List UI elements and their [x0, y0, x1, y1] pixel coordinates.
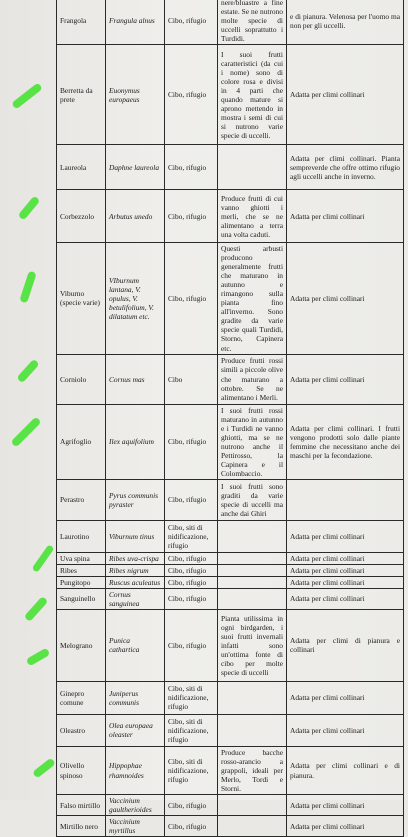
plant-common-name: Perastro [57, 479, 106, 520]
plant-latin-name: Hippophae rhamnoides [106, 746, 165, 794]
plant-description [218, 795, 287, 816]
plant-common-name: Berretta da prete [57, 45, 106, 145]
plant-latin-name: Vaccinium gaultherioides [106, 795, 165, 816]
plant-use: Cibo, rifugio [165, 609, 218, 681]
plant-description: Produce frutti rossi simili a piccole olive che maturano a ottobre. Se ne alimentano i Merli. [218, 354, 287, 404]
table-row [57, 552, 404, 564]
plant-description: I suoi frutti sono graditi da varie specie di uccelli ma anche dai Ghiri [218, 479, 287, 520]
table-row [57, 609, 404, 681]
plant-climate-note [287, 479, 404, 520]
plant-latin-name: Cornus sanguinea [106, 588, 165, 609]
table-row [57, 588, 404, 609]
plant-description [218, 564, 287, 576]
plant-description [218, 714, 287, 746]
plant-climate-note: e di pianura. Velenosa per l'uomo ma non per gli uccelli. [287, 0, 404, 45]
plant-use: Cibo, rifugio [165, 552, 218, 564]
plant-latin-name: Daphne laureola [106, 145, 165, 190]
table-row [57, 795, 404, 816]
plant-description [218, 681, 287, 714]
plant-table-body [57, 0, 404, 837]
plant-common-name: Corbezzolo [57, 190, 106, 243]
plant-latin-name: Ilex aquifolium [106, 404, 165, 479]
plant-use: Cibo, rifugio [165, 243, 218, 354]
table-row [57, 564, 404, 576]
plant-climate-note: Adatta per climi collinari [287, 45, 404, 145]
plant-description: Produce bacche rosso-arancio a grappoli, ideali per Merlo, Tordi e Storni. [218, 746, 287, 794]
table-row [57, 714, 404, 746]
plant-common-name: Pungitopo [57, 576, 106, 588]
plant-latin-name: Frangula alnus [106, 0, 165, 45]
table-row [57, 243, 404, 354]
plant-common-name: Ginepro comune [57, 681, 106, 714]
green-marker-stroke [26, 648, 51, 667]
green-marker-stroke [24, 596, 49, 622]
plant-use: Cibo, siti di nidificazione, rifugio [165, 520, 218, 552]
plant-common-name: Oleastro [57, 714, 106, 746]
plant-use: Cibo, rifugio [165, 190, 218, 243]
plant-use: Cibo, rifugio [165, 588, 218, 609]
green-marker-stroke [10, 416, 41, 447]
plant-latin-name: Euonymus europaeus [106, 45, 165, 145]
plant-description: I suoi frutti caratteristici (da cui i nome) sono di colore rosa e divisi in 4 parti che quando mature si aprono mettendo in mostra i semi di cui si nutrono varie specie di uccelli. [218, 45, 287, 145]
table-row [57, 354, 404, 404]
plant-common-name: Olivello spinoso [57, 746, 106, 794]
table-row [57, 520, 404, 552]
plant-climate-note: Adatta per climi collinari [287, 520, 404, 552]
plant-use: Cibo, rifugio [165, 45, 218, 145]
table-row [57, 681, 404, 714]
table-row [57, 479, 404, 520]
plant-climate-note: Adatta per climi collinari [287, 714, 404, 746]
plant-common-name: Viburno (specie varie) [57, 243, 106, 354]
plant-common-name: Corniolo [57, 354, 106, 404]
plant-description: nere/bluastre a fine estate. Se ne nutrono molte specie di uccelli soprattutto i Turdidi. [218, 0, 287, 45]
plant-description [218, 552, 287, 564]
plant-latin-name: Ribes uva-crispa [106, 552, 165, 564]
table-row [57, 816, 404, 837]
plant-use: Cibo, rifugio [165, 404, 218, 479]
plant-latin-name: VIburnum lantana, V. opulus, V. betulifolium, V. dilatatum etc. [106, 243, 165, 354]
plant-climate-note: Adatta per climi collinari [287, 795, 404, 816]
plant-description [218, 145, 287, 190]
plant-latin-name: Cornus mas [106, 354, 165, 404]
plant-common-name: Melograno [57, 609, 106, 681]
plant-use: Cibo, rifugio [165, 479, 218, 520]
plant-description: Produce frutti di cui vanno ghiotti i merli, che se ne alimentano a terra una volta caduti. [218, 190, 287, 243]
table-row [57, 45, 404, 145]
plant-use: Cibo, rifugio [165, 145, 218, 190]
plant-use: Cibo, rifugio [165, 816, 218, 837]
plant-climate-note: Adatta per climi collinari [287, 816, 404, 837]
plant-latin-name: Punica cathartica [106, 609, 165, 681]
plant-latin-name: Ruscus aculeatus [106, 576, 165, 588]
plant-common-name: Falso mirtillo [57, 795, 106, 816]
plant-use: Cibo, siti di nidificazione, rifugio [165, 681, 218, 714]
plant-latin-name: Vaccinium myrtillus [106, 816, 165, 837]
plant-climate-note: Adatta per climi collinari [287, 243, 404, 354]
plant-use: Cibo, siti di nidificazione, rifugio [165, 714, 218, 746]
plant-use: Cibo, rifugio [165, 576, 218, 588]
plant-climate-note: Adatta per climi di pianura e collinari [287, 609, 404, 681]
plant-latin-name: Viburnum tinus [106, 520, 165, 552]
plant-description [218, 588, 287, 609]
plant-common-name: Sanguinello [57, 588, 106, 609]
green-marker-stroke [11, 82, 43, 109]
table-row [57, 576, 404, 588]
plant-climate-note: Adatta per climi collinari. Pianta sempreverde che offre ottimo rifugio agli uccelli anche in inverno. [287, 145, 404, 190]
plant-common-name: Laurotino [57, 520, 106, 552]
plant-description [218, 520, 287, 552]
plant-common-name: Ribes [57, 564, 106, 576]
plant-use: Cibo, siti di nidificazione, rifugio [165, 746, 218, 794]
plant-table [56, 0, 404, 837]
plant-description: I suoi frutti rossi maturano in autunno e i Turdidi ne vanno ghiotti, ma se ne nutrono anche il Pettirosso, la Capinera e il Colombaccio. [218, 404, 287, 479]
plant-use: Cibo [165, 354, 218, 404]
plant-latin-name: Pyrus communis pyraster [106, 479, 165, 520]
plant-latin-name: Juniperus communis [106, 681, 165, 714]
table-row [57, 0, 404, 45]
plant-common-name: Frangola [57, 0, 106, 45]
plant-description: Pianta utilissima in ogni birdgarden, i suoi frutti invernali infatti sono un'ottima fonte di cibo per molte specie di uccelli [218, 609, 287, 681]
table-row [57, 746, 404, 794]
plant-climate-note: Adatta per climi collinari [287, 354, 404, 404]
plant-common-name: Laureola [57, 145, 106, 190]
green-marker-stroke [32, 544, 55, 573]
plant-climate-note: Adatta per climi collinari [287, 564, 404, 576]
plant-climate-note: Adatta per climi collinari [287, 576, 404, 588]
plant-latin-name: Arbutus unedo [106, 190, 165, 243]
plant-common-name: Mirtillo nero [57, 816, 106, 837]
green-marker-stroke [32, 757, 56, 778]
plant-climate-note: Adatta per climi collinari [287, 552, 404, 564]
plant-common-name: Agrifoglio [57, 404, 106, 479]
plant-description: Questi arbusti producono generalmente frutti che maturano in autunno e rimangono sulla pianta fino all'inverno. Sono gradite da varie specie quali Turdidi, Storno, Capinera etc. [218, 243, 287, 354]
green-marker-stroke [19, 271, 36, 304]
plant-use: Cibo, rifugio [165, 0, 218, 45]
plant-climate-note: Adatta per climi collinari. I frutti vengono prodotti solo dalle piante femmine che necessitano anche dei maschi per la fecondazione. [287, 404, 404, 479]
plant-use: Cibo, rifugio [165, 795, 218, 816]
table-row [57, 190, 404, 243]
plant-description [218, 576, 287, 588]
table-row [57, 404, 404, 479]
plant-climate-note: Adatta per climi collinari [287, 190, 404, 243]
green-marker-stroke [16, 359, 39, 384]
table-row [57, 145, 404, 190]
plant-latin-name: Ribes nigrum [106, 564, 165, 576]
plant-climate-note: Adatta per climi collinari [287, 681, 404, 714]
plant-common-name: Uva spina [57, 552, 106, 564]
plant-climate-note: Adatta per climi collinari e di pianura. [287, 746, 404, 794]
plant-latin-name: Olea europaea oleaster [106, 714, 165, 746]
plant-use: Cibo, rifugio [165, 564, 218, 576]
plant-description [218, 816, 287, 837]
green-marker-stroke [18, 195, 41, 220]
plant-climate-note: Adatta per climi collinari [287, 588, 404, 609]
